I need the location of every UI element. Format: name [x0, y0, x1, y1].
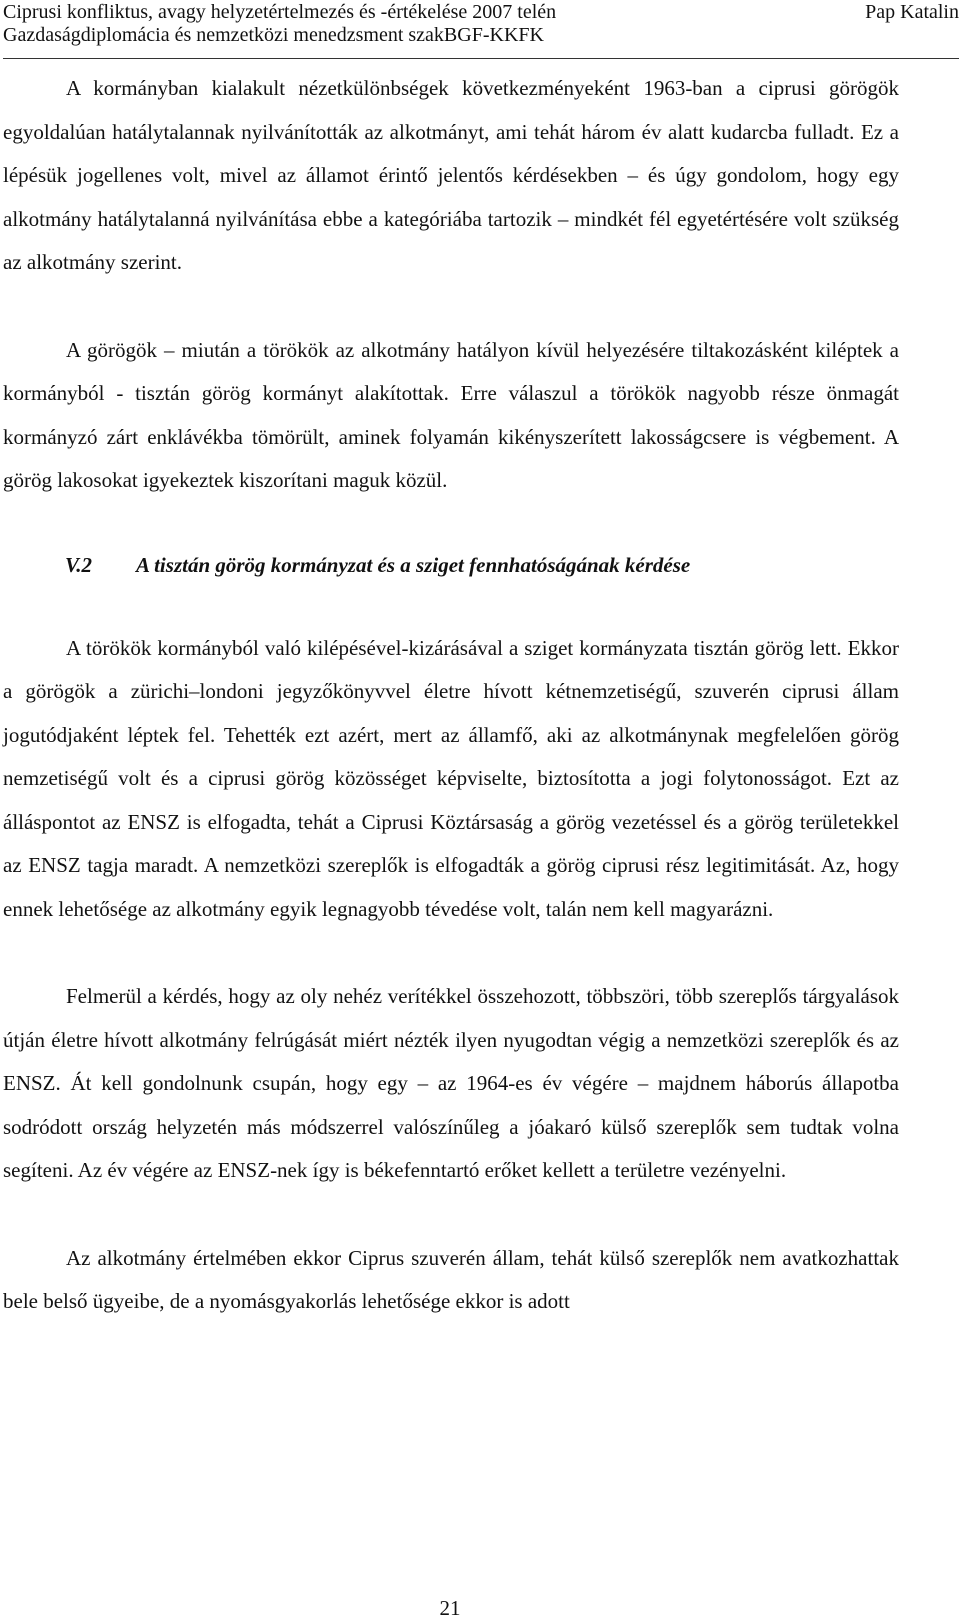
header-subtitle: Gazdaságdiplomácia és nemzetközi menedzsment szakBGF-KKFK	[3, 24, 544, 46]
page-header	[3, 0, 959, 59]
paragraph-5: Az alkotmány értelmében ekkor Ciprus szuverén állam, tehát külső szereplők nem avatkozhattak bele belső ügyeibe, de a nyomásgyakorlás lehetősége ekkor is adott	[3, 1245, 899, 1313]
page-number: 21	[439, 1596, 461, 1620]
paragraph-2: A görögök – miután a törökök az alkotmány hatályon kívül helyezésére tiltakozásként kiléptek a kormányból - tisztán görög kormányt alakítottak. Erre válaszul a törökök nagyobb része önmagát kormányzó zárt enklávékba tömörült, aminek folyamán kikényszerített lakosságcsere is végbement. A görög lakosokat igyekeztek kiszorítani maguk közül.	[3, 337, 899, 492]
header-title: Ciprusi konfliktus, avagy helyzetértelmezés és -értékelése 2007 telén	[3, 1, 557, 23]
header-author: Pap Katalin	[865, 1, 959, 23]
paragraph-1: A kormányban kialakult nézetkülönbségek következményeként 1963-ban a ciprusi görögök egyoldalúan hatálytalannak nyilvánították az alkotmányt, ami tehát három év alatt kudarcba fulladt. Ez a lépésük jogellenes volt, mivel az államot érintő jelentős kérdésekben – és úgy gondolom, hogy egy alkotmány hatálytalanná nyilvánítása ebbe a kategóriába tartozik – mindkét fél egyetértésére volt szükség az alkotmány szerint.	[3, 76, 899, 274]
section-heading	[3, 543, 899, 587]
paragraph-3: A törökök kormányból való kilépésével-kizárásával a sziget kormányzata tisztán görög lett. Ekkor a görögök a zürichi–londoni jegyzőkönyvvel életre hívott kétnemzetiségű, szuverén ciprusi állam jogutódjaként léptek fel. Tehették ezt azért, mert az államfő, aki az alkotmánynak megfelelően görög nemzetiségű volt és a ciprusi görög közösséget képviselte, biztosította a jogi folytonosságot. Ezt az álláspontot az ENSZ is elfogadta, tehát a Ciprusi Köztársaság a görög vezetéssel és a görög területekkel az ENSZ tagja maradt. A nemzetközi szereplők is elfogadták a görög ciprusi rész legitimitását. Az, hogy ennek lehetősége az alkotmány egyik legnagyobb tévedése volt, talán nem kell magyarázni.	[3, 635, 899, 921]
section-title: A tisztán görög kormányzat és a sziget fennhatóságának kérdése	[136, 552, 691, 577]
section-number: V.2	[65, 552, 93, 577]
document-body	[3, 67, 899, 1324]
paragraph-4: Felmerül a kérdés, hogy az oly nehéz verítékkel összehozott, többszöri, több szereplős tárgyalások útján életre hívott alkotmány felrúgását miért nézték ilyen nyugodtan végig a nemzetközi szereplők és az ENSZ. Át kell gondolnunk csupán, hogy egy – az 1964-es év végére – majdnem háborús állapotba sodródott ország helyzetén más módszerrel valószínűleg a jóakaró külső szereplők sem tudtak volna segíteni. Az év végére az ENSZ-nek így is békefenntartó erőket kellett a területre vezényelni.	[3, 984, 899, 1182]
